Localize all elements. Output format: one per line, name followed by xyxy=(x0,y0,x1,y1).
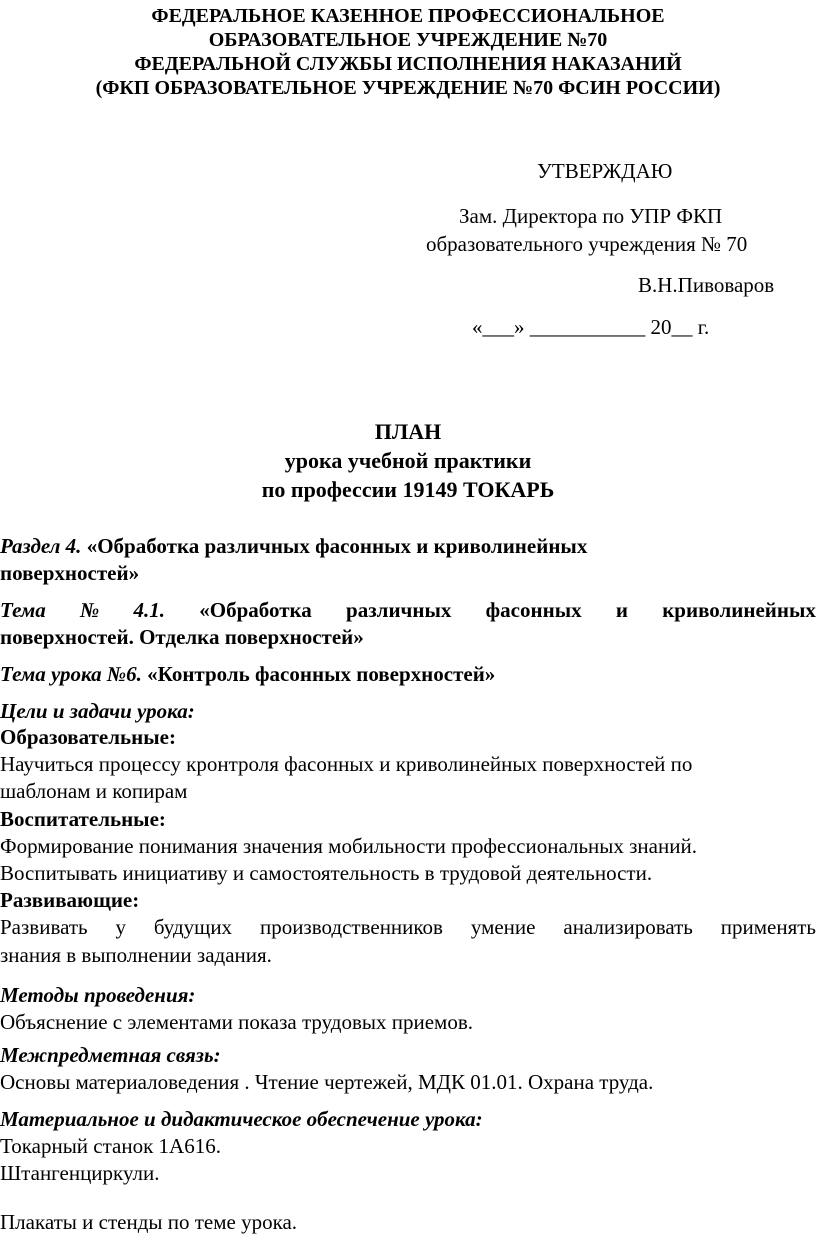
materials-heading: Материальное и дидактическое обеспечение урока: xyxy=(0,1107,483,1131)
goals-heading: Цели и задачи урока: xyxy=(0,699,195,723)
materials-item-3: Плакаты и стенды по теме урока. xyxy=(0,1210,298,1234)
org-header-line-1: ФЕДЕРАЛЬНОЕ КАЗЕННОЕ ПРОФЕССИОНАЛЬНОЕ xyxy=(151,5,665,27)
developing-heading: Развивающие: xyxy=(0,888,140,912)
plan-title: ПЛАН xyxy=(374,419,442,444)
educational-line-2: шаблонам и копирам xyxy=(0,779,188,803)
materials-item-1: Токарный станок 1А616. xyxy=(0,1134,221,1158)
topic-text-word: «Обработка xyxy=(199,598,312,622)
developing-line-1: Развивать у будущих производственников умение анализировать применять xyxy=(0,915,816,939)
topic-text-word: и xyxy=(615,598,628,622)
lesson-topic-label: Тема урока №6. xyxy=(0,662,142,686)
topic-text-word: криволинейных xyxy=(662,598,816,622)
approval-position-line-2: образовательного учреждения № 70 xyxy=(426,232,748,256)
section-line-2: поверхностей» xyxy=(0,561,140,585)
plan-subtitle: урока учебной практики xyxy=(284,448,532,473)
topic-label-word: 4.1. xyxy=(133,598,165,622)
plan-profession: по профессии 19149 ТОКАРЬ xyxy=(261,477,555,502)
upbringing-line-2: Воспитывать инициативу и самостоятельность в трудовой деятельности. xyxy=(0,861,653,885)
approval-title: УТВЕРЖДАЮ xyxy=(537,159,673,183)
section-label: Раздел 4. xyxy=(0,534,82,558)
topic-text-word: различных xyxy=(346,598,452,622)
topic-line-1 xyxy=(0,597,816,624)
educational-line-1: Научиться процессу кронтроля фасонных и криволинейных поверхностей по xyxy=(0,752,693,776)
org-header-line-2: ОБРАЗОВАТЕЛЬНОЕ УЧРЕЖДЕНИЕ №70 xyxy=(208,29,608,51)
upbringing-heading: Воспитательные: xyxy=(0,807,166,831)
topic-line-2: поверхностей. Отделка поверхностей» xyxy=(0,625,364,649)
topic-text-word: фасонных xyxy=(485,598,582,622)
org-header-line-4: (ФКП ОБРАЗОВАТЕЛЬНОЕ УЧРЕЖДЕНИЕ №70 ФСИН РОССИИ) xyxy=(95,77,721,99)
developing-line-2: знания в выполнении задания. xyxy=(0,943,272,967)
interdisciplinary-heading: Межпредметная связь: xyxy=(0,1043,221,1067)
org-header-line-3: ФЕДЕРАЛЬНОЙ СЛУЖБЫ ИСПОЛНЕНИЯ НАКАЗАНИЙ xyxy=(134,53,682,75)
section-line-1 xyxy=(0,533,816,560)
approval-position-line-1: Зам. Директора по УПР ФКП xyxy=(459,204,723,228)
topic-label-word: № xyxy=(80,598,100,622)
lesson-topic xyxy=(0,661,816,688)
methods-heading: Методы проведения: xyxy=(0,983,196,1007)
approval-date-line: «___» ___________ 20__ г. xyxy=(472,315,710,339)
upbringing-line-1: Формирование понимания значения мобильности профессиональных знаний. xyxy=(0,834,697,858)
materials-item-2: Штангенциркули. xyxy=(0,1161,160,1185)
topic-label-word: Тема xyxy=(0,598,46,622)
methods-text: Объяснение с элементами показа трудовых приемов. xyxy=(0,1010,474,1034)
lesson-topic-text: «Контроль фасонных поверхностей» xyxy=(147,662,496,686)
educational-heading: Образовательные: xyxy=(0,725,176,749)
interdisciplinary-text: Основы материаловедения . Чтение чертежей, МДК 01.01. Охрана труда. xyxy=(0,1070,654,1094)
section-text: «Обработка различных фасонных и криволинейных xyxy=(86,534,588,558)
approval-name: В.Н.Пивоваров xyxy=(638,273,775,297)
